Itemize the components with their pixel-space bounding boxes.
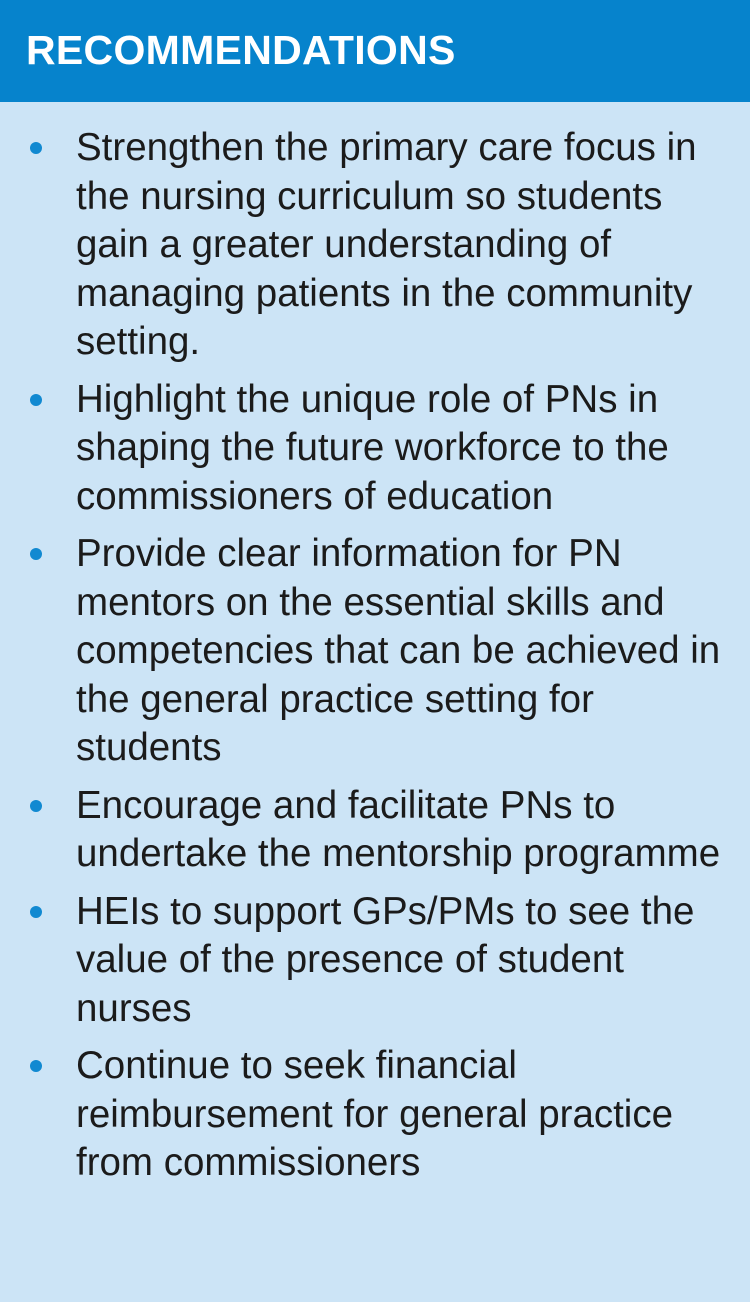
list-item bbox=[0, 530, 750, 773]
panel-heading: RECOMMENDATIONS bbox=[26, 27, 456, 73]
list-item bbox=[0, 376, 750, 522]
list-item-text: HEIs to support GPs/PMs to see the value of the presence of student nurses bbox=[76, 889, 695, 1030]
list-item-text: Provide clear information for PN mentors on the essential skills and competencies that can be achieved in the general practice setting for students bbox=[76, 532, 721, 769]
bullet-icon bbox=[30, 394, 42, 406]
bullet-icon bbox=[30, 800, 42, 812]
list-item bbox=[0, 782, 750, 879]
bullet-icon bbox=[30, 1060, 42, 1072]
bullet-icon bbox=[30, 906, 42, 918]
list-item bbox=[0, 1042, 750, 1188]
panel-header bbox=[0, 0, 750, 102]
list-item-text: Strengthen the primary care focus in the nursing curriculum so students gain a greater understanding of managing patients in the community setting. bbox=[76, 126, 697, 363]
bullet-icon bbox=[30, 142, 42, 154]
list-item-text: Continue to seek financial reimbursement for general practice from commissioners bbox=[76, 1044, 674, 1184]
bullet-icon bbox=[30, 548, 42, 560]
recommendations-list bbox=[0, 102, 750, 1188]
list-item-text: Highlight the unique role of PNs in shaping the future workforce to the commissioners of education bbox=[76, 377, 669, 518]
list-item bbox=[0, 124, 750, 367]
list-item-text: Encourage and facilitate PNs to undertake the mentorship programme bbox=[76, 783, 721, 875]
list-item bbox=[0, 888, 750, 1034]
